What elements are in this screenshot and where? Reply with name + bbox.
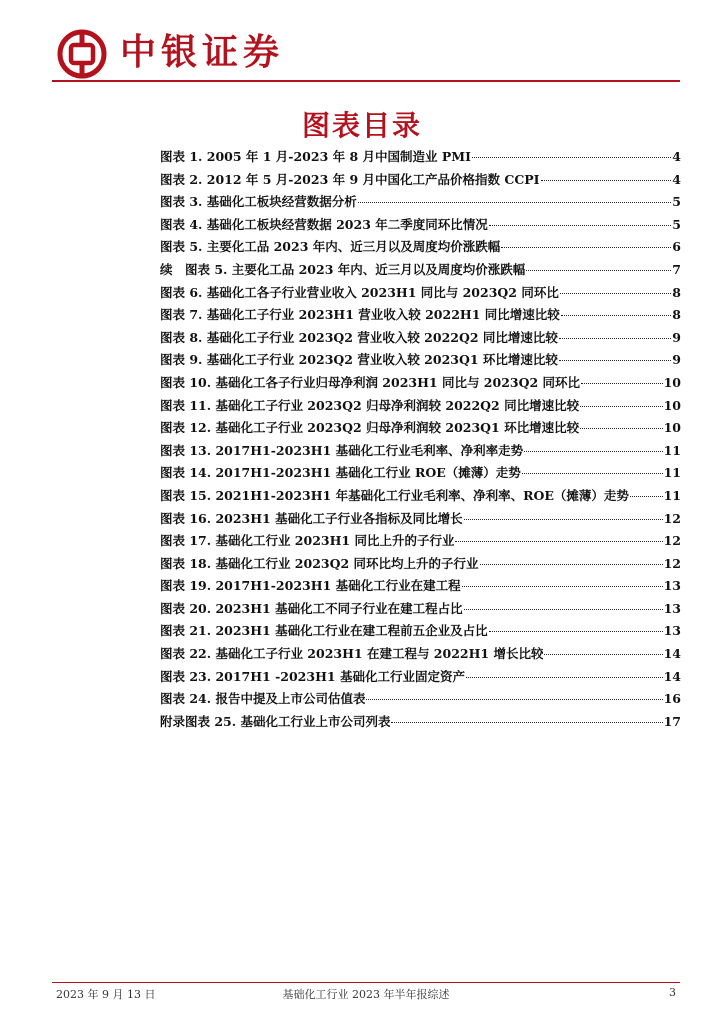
toc-entry-label: 图表 16. 2023H1 基础化工子行业各指标及同比增长 bbox=[160, 510, 463, 526]
toc-dot-leader bbox=[480, 564, 663, 565]
toc-entry-page: 11 bbox=[663, 465, 681, 481]
toc-entry-page: 12 bbox=[663, 510, 681, 526]
toc-entry-page: 13 bbox=[663, 623, 681, 639]
toc-dot-leader bbox=[522, 473, 663, 474]
toc-entry[interactable] bbox=[160, 237, 681, 260]
brand-name: 中银证券 bbox=[120, 32, 285, 73]
toc-entry-page: 16 bbox=[663, 691, 681, 707]
header bbox=[56, 28, 680, 84]
toc-entry[interactable] bbox=[160, 350, 681, 373]
toc-entry[interactable] bbox=[160, 689, 681, 712]
toc-entry-label: 附录图表 25. 基础化工行业上市公司列表 bbox=[160, 713, 391, 729]
toc-entry-page: 5 bbox=[672, 216, 681, 232]
toc-entry[interactable] bbox=[160, 260, 681, 283]
toc-dot-leader bbox=[561, 315, 672, 316]
toc-entry-label: 图表 3. 基础化工板块经营数据分析 bbox=[160, 194, 357, 210]
toc-entry[interactable] bbox=[160, 509, 681, 532]
toc-entry-page: 6 bbox=[672, 239, 681, 255]
toc-entry-page: 13 bbox=[663, 578, 681, 594]
toc-entry[interactable] bbox=[160, 396, 681, 419]
toc-entry-label: 图表 17. 基础化工行业 2023H1 同比上升的子行业 bbox=[160, 533, 455, 549]
toc-entry-label: 图表 2. 2012 年 5 月-2023 年 9 月中国化工产品价格指数 CCPI bbox=[160, 171, 540, 187]
toc-entry[interactable] bbox=[160, 418, 681, 441]
toc-entry[interactable] bbox=[160, 373, 681, 396]
toc-entry-page: 17 bbox=[663, 713, 681, 729]
toc-entry-page: 11 bbox=[663, 487, 681, 503]
toc-entry-page: 4 bbox=[672, 149, 681, 164]
toc-entry[interactable] bbox=[160, 712, 681, 735]
toc-entry[interactable] bbox=[160, 305, 681, 328]
toc-entry[interactable] bbox=[160, 554, 681, 577]
toc-dot-leader bbox=[544, 654, 662, 655]
toc-entry[interactable] bbox=[160, 215, 681, 238]
header-divider bbox=[52, 80, 680, 82]
toc-entry-label: 图表 22. 基础化工子行业 2023H1 在建工程与 2022H1 增长比较 bbox=[160, 646, 544, 662]
toc-entry[interactable] bbox=[160, 147, 681, 170]
toc-entry-label: 图表 11. 基础化工子行业 2023Q2 归母净利润较 2022Q2 同比增速比较 bbox=[160, 397, 580, 413]
toc-dot-leader bbox=[501, 247, 671, 248]
footer-page-number: 3 bbox=[669, 986, 676, 999]
toc-entry-label: 图表 5. 主要化工品 2023 年内、近三月以及周度均价涨跌幅 bbox=[160, 239, 501, 255]
toc-dot-leader bbox=[559, 360, 671, 361]
toc-dot-leader bbox=[472, 157, 671, 158]
toc-entry-page: 7 bbox=[672, 261, 681, 277]
toc-entry-label: 图表 13. 2017H1-2023H1 基础化工行业毛利率、净利率走势 bbox=[160, 442, 524, 458]
footer-date: 2023 年 9 月 13 日 bbox=[56, 988, 156, 1001]
toc-entry-page: 10 bbox=[663, 397, 681, 413]
toc-entry[interactable] bbox=[160, 283, 681, 306]
toc-entry[interactable] bbox=[160, 644, 681, 667]
page-title: 图表目录 bbox=[301, 109, 422, 142]
toc-entry-page: 14 bbox=[663, 668, 681, 684]
footer-divider bbox=[52, 982, 680, 983]
toc-entry-label: 图表 7. 基础化工子行业 2023H1 营业收入较 2022H1 同比增速比较 bbox=[160, 307, 560, 323]
bank-of-china-logo-icon bbox=[56, 28, 108, 80]
toc-entry-label: 图表 19. 2017H1-2023H1 基础化工行业在建工程 bbox=[160, 578, 461, 594]
toc-entry-label: 图表 14. 2017H1-2023H1 基础化工行业 ROE（摊薄）走势 bbox=[160, 465, 521, 481]
toc-entry[interactable] bbox=[160, 667, 681, 690]
table-of-figures bbox=[160, 147, 681, 734]
toc-entry[interactable] bbox=[160, 441, 681, 464]
toc-entry-label: 图表 18. 基础化工行业 2023Q2 同环比均上升的子行业 bbox=[160, 555, 479, 571]
toc-entry[interactable] bbox=[160, 599, 681, 622]
toc-dot-leader bbox=[580, 428, 662, 429]
toc-entry-page: 10 bbox=[663, 420, 681, 436]
toc-entry-page: 13 bbox=[663, 600, 681, 616]
toc-entry[interactable] bbox=[160, 621, 681, 644]
toc-entry-label: 图表 6. 基础化工各子行业营业收入 2023H1 同比与 2023Q2 同环比 bbox=[160, 284, 559, 300]
toc-entry-label: 图表 20. 2023H1 基础化工不同子行业在建工程占比 bbox=[160, 600, 463, 616]
toc-entry-label: 图表 23. 2017H1 -2023H1 基础化工行业固定资产 bbox=[160, 668, 465, 684]
toc-entry[interactable] bbox=[160, 486, 681, 509]
toc-entry-label: 图表 12. 基础化工子行业 2023Q2 归母净利润较 2023Q1 环比增速比较 bbox=[160, 420, 580, 436]
toc-entry-page: 5 bbox=[672, 194, 681, 210]
toc-entry-label: 图表 15. 2021H1-2023H1 年基础化工行业毛利率、净利率、ROE（摊薄）走势 bbox=[160, 487, 629, 503]
toc-entry-label: 图表 24. 报告中提及上市公司估值表 bbox=[160, 691, 366, 707]
toc-entry-page: 12 bbox=[663, 555, 681, 571]
toc-entry-page: 4 bbox=[672, 171, 681, 187]
toc-entry[interactable] bbox=[160, 463, 681, 486]
toc-dot-leader bbox=[560, 293, 671, 294]
toc-dot-leader bbox=[455, 541, 662, 542]
toc-dot-leader bbox=[466, 677, 663, 678]
toc-dot-leader bbox=[489, 631, 663, 632]
toc-entry[interactable] bbox=[160, 531, 681, 554]
toc-dot-leader bbox=[464, 519, 663, 520]
toc-entry[interactable] bbox=[160, 170, 681, 193]
footer-report-title: 基础化工行业 2023 年半年报综述 bbox=[282, 988, 450, 1001]
toc-entry-page: 8 bbox=[672, 307, 681, 323]
toc-entry[interactable] bbox=[160, 576, 681, 599]
toc-dot-leader bbox=[391, 722, 662, 723]
toc-dot-leader bbox=[366, 699, 662, 700]
toc-dot-leader bbox=[541, 180, 672, 181]
toc-entry-page: 10 bbox=[663, 374, 681, 390]
toc-entry-label: 图表 10. 基础化工各子行业归母净利润 2023H1 同比与 2023Q2 同环比 bbox=[160, 374, 581, 390]
toc-entry-page: 11 bbox=[663, 442, 681, 458]
toc-dot-leader bbox=[524, 451, 663, 452]
toc-entry-label: 续 图表 5. 主要化工品 2023 年内、近三月以及周度均价涨跌幅 bbox=[160, 261, 526, 277]
toc-entry-page: 8 bbox=[672, 284, 681, 300]
toc-dot-leader bbox=[580, 406, 662, 407]
toc-entry-label: 图表 1. 2005 年 1 月-2023 年 8 月中国制造业 PMI bbox=[160, 149, 471, 164]
toc-dot-leader bbox=[526, 270, 671, 271]
toc-entry-label: 图表 4. 基础化工板块经营数据 2023 年二季度同环比情况 bbox=[160, 216, 488, 232]
toc-entry[interactable] bbox=[160, 192, 681, 215]
toc-dot-leader bbox=[489, 225, 672, 226]
toc-entry-page: 9 bbox=[672, 352, 681, 368]
toc-entry-label: 图表 9. 基础化工子行业 2023Q2 营业收入较 2023Q1 环比增速比较 bbox=[160, 352, 558, 368]
toc-entry-page: 14 bbox=[663, 646, 681, 662]
toc-entry-label: 图表 8. 基础化工子行业 2023Q2 营业收入较 2022Q2 同比增速比较 bbox=[160, 329, 558, 345]
toc-entry-label: 图表 21. 2023H1 基础化工行业在建工程前五企业及占比 bbox=[160, 623, 488, 639]
toc-dot-leader bbox=[581, 383, 663, 384]
toc-dot-leader bbox=[464, 609, 663, 610]
toc-entry[interactable] bbox=[160, 328, 681, 351]
toc-dot-leader bbox=[630, 496, 663, 497]
toc-dot-leader bbox=[462, 586, 663, 587]
toc-entry-page: 9 bbox=[672, 329, 681, 345]
toc-entry-page: 12 bbox=[663, 533, 681, 549]
toc-dot-leader bbox=[559, 338, 671, 339]
toc-dot-leader bbox=[358, 202, 672, 203]
